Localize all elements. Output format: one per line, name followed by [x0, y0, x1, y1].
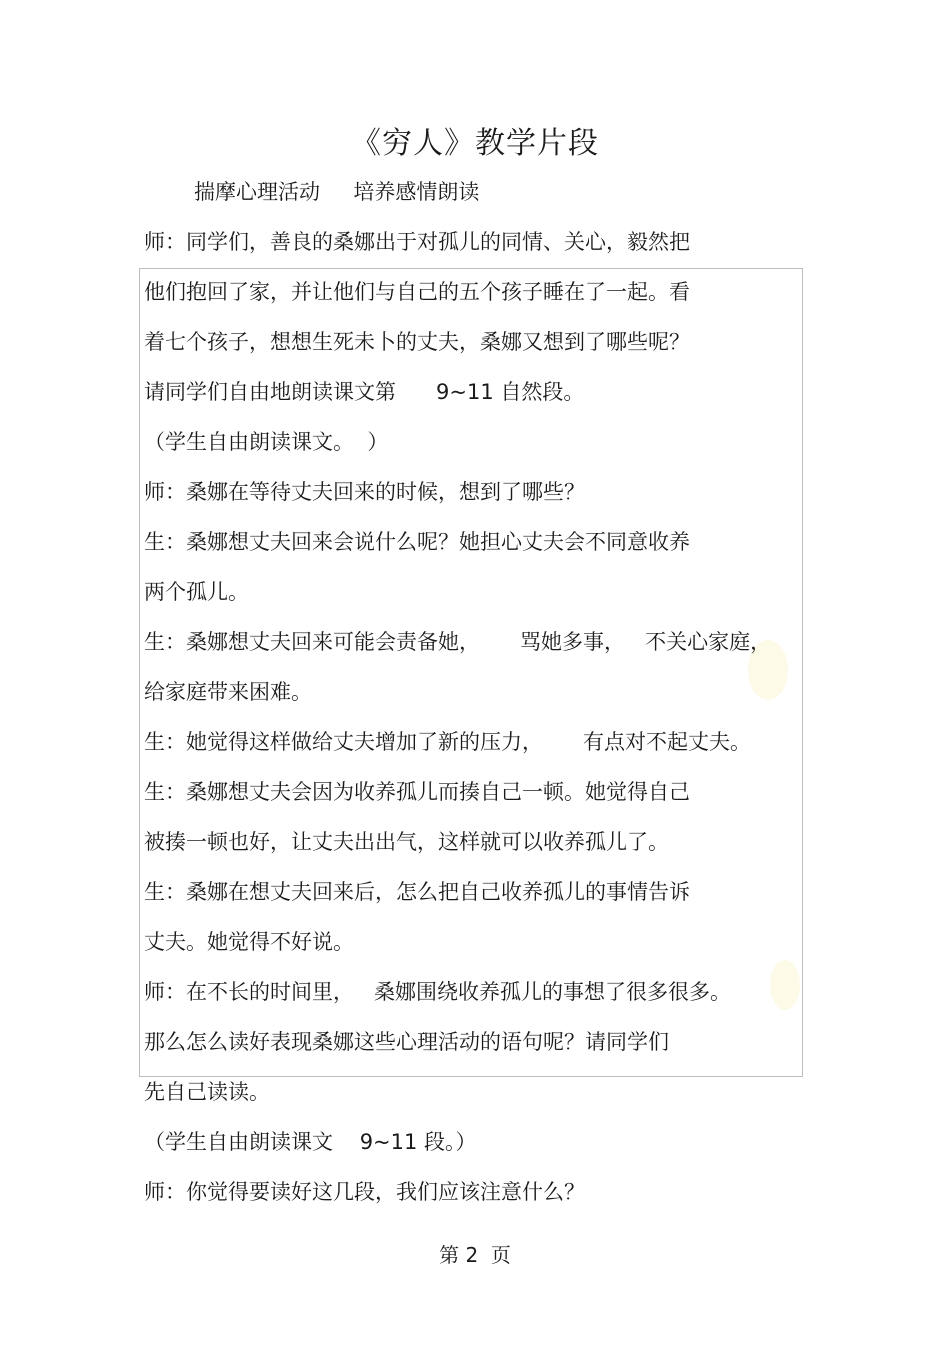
text-line: 师：你觉得要读好这几段，我们应该注意什么？ [144, 1180, 585, 1204]
text-line: 请同学们自由地朗读课文第 9~11 自然段。 [144, 380, 585, 404]
paper-stain [770, 960, 800, 1010]
text-line: 生：桑娜想丈夫回来可能会责备她， 骂她多事， 不关心家庭， [144, 630, 772, 654]
text-line: 那么怎么读好表现桑娜这些心理活动的语句呢？请同学们 [144, 1030, 669, 1054]
text-line: 他们抱回了家，并让他们与自己的五个孩子睡在了一起。看 [144, 280, 690, 304]
text-line: 师：桑娜在等待丈夫回来的时候，想到了哪些？ [144, 480, 585, 504]
text-line: 师：在不长的时间里， 桑娜围绕收养孤儿的事想了很多很多。 [144, 980, 732, 1004]
text-line: 生：桑娜在想丈夫回来后，怎么把自己收养孤儿的事情告诉 [144, 880, 690, 904]
text-line: 两个孤儿。 [144, 580, 249, 604]
text-line: 生：桑娜想丈夫回来会说什么呢？她担心丈夫会不同意收养 [144, 530, 690, 554]
text-line: 生：桑娜想丈夫会因为收养孤儿而揍自己一顿。她觉得自己 [144, 780, 690, 804]
text-line: 给家庭带来困难。 [144, 680, 312, 704]
page-subtitle: 揣摩心理活动 培养感情朗读 [194, 180, 480, 204]
text-line: 生：她觉得这样做给丈夫增加了新的压力， 有点对不起丈夫。 [144, 730, 752, 754]
text-line: （学生自由朗读课文 9~11 段。） [144, 1130, 477, 1154]
text-line: 丈夫。她觉得不好说。 [144, 930, 354, 954]
text-line: （学生自由朗读课文。 ） [144, 430, 389, 454]
text-line: 师：同学们，善良的桑娜出于对孤儿的同情、关心，毅然把 [144, 230, 690, 254]
page-number: 第 2 页 [439, 1243, 511, 1267]
text-line: 被揍一顿也好，让丈夫出出气，这样就可以收养孤儿了。 [144, 830, 669, 854]
page-title: 《穷人》教学片段 [351, 126, 599, 161]
text-line: 着七个孩子，想想生死未卜的丈夫，桑娜又想到了哪些呢？ [144, 330, 690, 354]
text-line: 先自己读读。 [144, 1080, 270, 1104]
